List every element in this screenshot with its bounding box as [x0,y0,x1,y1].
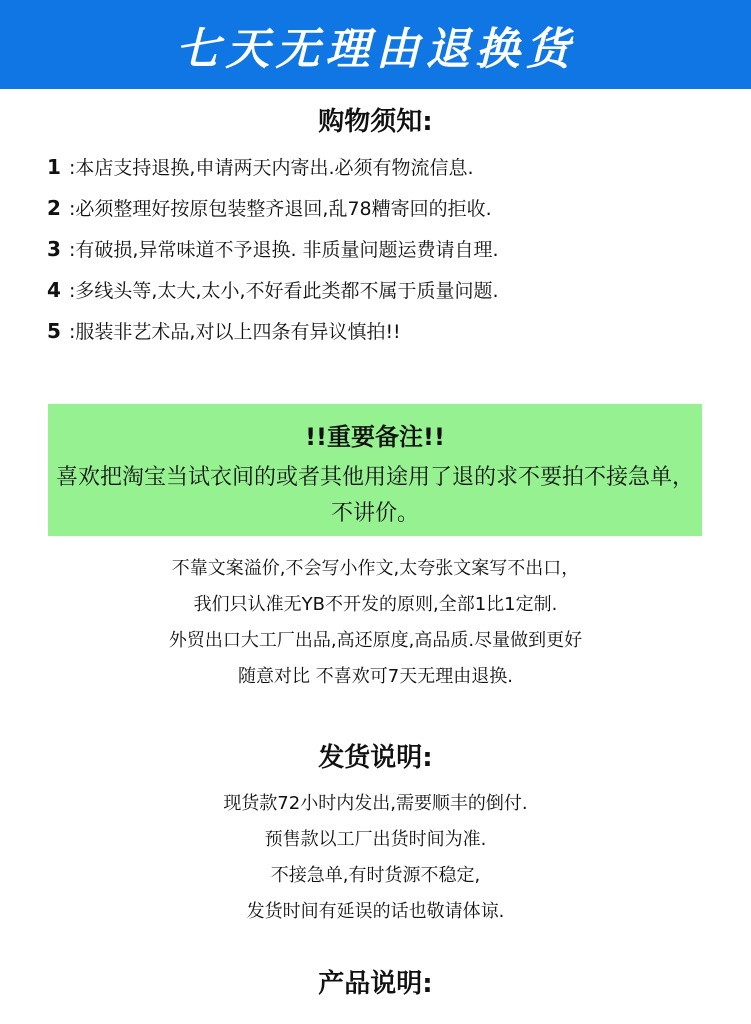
rule-item [47,228,727,269]
rule-number: 4 [47,277,61,302]
shipping-lines [0,786,751,930]
statement-line: 不靠文案溢价,不会写小作文,太夸张文案写不出口， [171,558,580,579]
rule-number: 2 [47,195,61,220]
banner-title: 七天无理由退换货 [175,23,576,75]
rule-number: 5 [47,318,61,343]
rule-text: :本店支持退换,申请两天内寄出.必须有物流信息. [69,157,474,179]
notice-heading: 购物须知: [318,107,433,137]
important-note-box [48,404,702,536]
statement-line: 我们只认准无YB不开发的原则,全部1比1定制. [193,594,558,615]
rule-number: 1 [47,154,61,179]
shipping-heading: 发货说明: [318,743,433,773]
shipping-line: 不接急单,有时货源不稳定, [270,865,481,886]
statement-line: 外贸出口大工厂出品,高还原度,高品质.尽量做到更好 [168,630,583,651]
product-heading: 产品说明: [318,969,433,999]
rule-item [47,269,727,310]
shipping-line: 预售款以工厂出货时间为准. [264,829,487,850]
rule-item [47,146,727,187]
brand-statement [0,551,751,695]
notice-rules-list [47,146,727,351]
shipping-line: 现货款72小时内发出,需要顺丰的倒付. [223,793,528,814]
statement-line: 随意对比 不喜欢可7天无理由退换. [238,666,513,687]
rule-item [47,187,727,228]
rule-text: :必须整理好按原包装整齐退回,乱78糟寄回的拒收. [69,198,492,220]
important-note-title: !!重要备注!! [305,423,445,451]
header-banner [0,0,751,89]
important-note-body: 喜欢把淘宝当试衣间的或者其他用途用了退的求不要拍不接急单，不讲价。 [56,465,695,526]
shipping-line: 发货时间有延误的话也敬请体谅. [246,901,505,922]
rule-number: 3 [47,236,61,261]
rule-item [47,310,727,351]
rule-text: :多线头等,太大,太小,不好看此类都不属于质量问题. [69,280,499,302]
rule-text: :有破损,异常味道不予退换. 非质量问题运费请自理. [69,239,499,261]
rule-text: :服装非艺术品,对以上四条有异议慎拍!! [69,321,401,343]
